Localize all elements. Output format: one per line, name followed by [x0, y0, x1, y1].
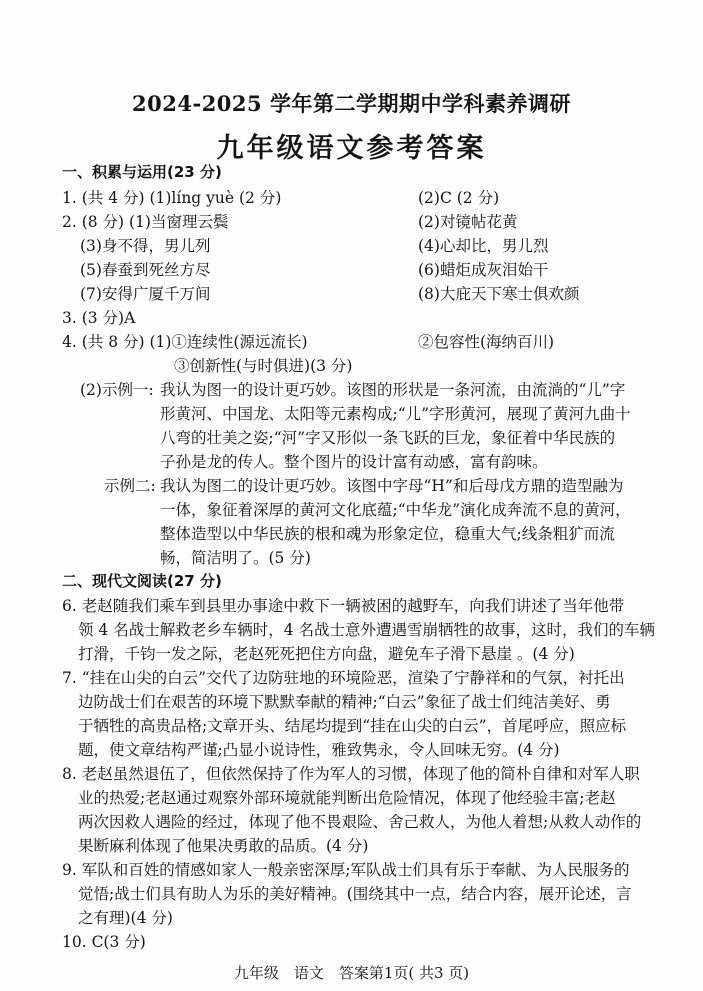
q8-answer-line: 两次因救人遇险的经过，体现了他不畏艰险、舍己救人，为他人着想;从救人动作的 [78, 813, 642, 831]
q8-answer-line: 8. 老赵虽然退伍了，但依然保持了作为军人的习惯，体现了他的简朴自律和对军人职 [62, 765, 640, 783]
q2-answer-4: (4)心却比，男儿烈 [418, 237, 549, 255]
q2-answer-8: (8)大庇天下寒士俱欢颜 [418, 285, 580, 303]
q4-example1-line: 八弯的壮美之姿;“河”字又形似一条飞跃的巨龙，象征着中华民族的 [160, 429, 616, 447]
q6-answer-line: 6. 老赵随我们乘车到县里办事途中救下一辆被困的越野车，向我们讲述了当年他带 [62, 597, 625, 615]
q6-answer-line: 领 4 名战士解救老乡车辆时，4 名战士意外遭遇雪崩牺牲的故事，这时，我们的车辆 [78, 621, 656, 639]
q4-answer-3: ③创新性(与时俱进)(3 分) [174, 357, 353, 375]
q9-answer-line: 9. 军队和百姓的情感如家人一般亲密深厚;军队战士们具有乐于奉献、为人民服务的 [62, 861, 630, 879]
q4-example1-line: 形黄河、中国龙、太阳等元素构成;“儿”字形黄河，展现了黄河九曲十 [160, 405, 631, 423]
q4-example1-line: 子孙是龙的传人。整个图片的设计富有动感，富有韵味。 [160, 453, 548, 471]
page-footer: 九年级 语文 答案第1页( 共3 页) [233, 964, 470, 982]
q2-answer-3: (3)身不得，男儿列 [80, 237, 211, 255]
q2-answer-5: (5)春蚕到死丝方尽 [80, 261, 211, 279]
q9-answer-line: 觉悟;战士们具有助人为乐的美好精神。(围绕其中一点，结合内容，展开论述，言 [78, 885, 632, 903]
q4-example2-line: 整体造型以中华民族的根和魂为形象定位，稳重大气;线条粗犷而流 [160, 525, 615, 543]
q7-answer-line: 边防战士们在艰苦的环境下默默奉献的精神;“白云”象征了战士们纯洁美好、勇 [78, 693, 611, 711]
exam-title: 2024-2025 学年第二学期期中学科素养调研 [132, 91, 571, 116]
q7-answer-line: 题，使文章结构严谨;凸显小说诗性，雅致隽永，令人回味无穷。(4 分) [78, 741, 560, 759]
q1-answer: 1. (共 4 分) (1)líng yuè (2 分) [62, 189, 282, 207]
q4-example2-label: 示例二: [104, 477, 156, 495]
q4-answer-1: 4. (共 8 分) (1)①连续性(源远流长) [62, 333, 308, 351]
q6-answer-line: 打滑，千钧一发之际，老赵死死把住方向盘，避免车子滑下悬崖 。(4 分) [78, 645, 575, 663]
q2-answer-2: (2)对镜帖花黄 [418, 213, 518, 231]
q1-answer-part2: (2)C (2 分) [418, 189, 500, 207]
q2-answer-1: 2. (8 分) (1)当窗理云鬓 [62, 213, 229, 231]
q3-answer: 3. (3 分)A [62, 309, 136, 327]
q4-example2-line: 一体，象征着深厚的黄河文化底蕴;“中华龙”演化成奔流不息的黄河， [160, 501, 631, 519]
section-1-heading: 一、积累与运用(23 分) [62, 163, 222, 181]
q4-example1-label: (2)示例一: [80, 381, 154, 399]
q2-answer-6: (6)蜡炬成灰泪始干 [418, 261, 549, 279]
q8-answer-line: 果断麻利体现了他果决勇敢的品质。(4 分) [78, 837, 369, 855]
q4-example1-line: 我认为图一的设计更巧妙。该图的形状是一条河流，由流淌的“儿”字 [160, 381, 626, 399]
q9-answer-line: 之有理)(4 分) [78, 909, 173, 927]
q4-example2-line: 我认为图二的设计更巧妙。该图中字母“H”和后母戊方鼎的造型融为 [160, 477, 624, 495]
answer-key-title: 九年级语文参考答案 [216, 133, 487, 164]
q7-answer-line: 7. “挂在山尖的白云”交代了边防驻地的环境险恶，渲染了宁静祥和的气氛，衬托出 [62, 669, 625, 687]
q4-answer-2: ②包容性(海纳百川) [418, 333, 555, 351]
q2-answer-7: (7)安得广厦千万间 [80, 285, 211, 303]
q4-example2-line: 畅，简洁明了。(5 分) [160, 549, 311, 567]
q10-answer: 10. C(3 分) [62, 933, 146, 951]
section-2-heading: 二、现代文阅读(27 分) [62, 572, 222, 590]
q8-answer-line: 业的热爱;老赵通过观察外部环境就能判断出危险情况，体现了他经验丰富;老赵 [78, 789, 616, 807]
q7-answer-line: 于牺牲的高贵品格;文章开头、结尾均提到“挂在山尖的白云”，首尾呼应，照应标 [78, 717, 627, 735]
